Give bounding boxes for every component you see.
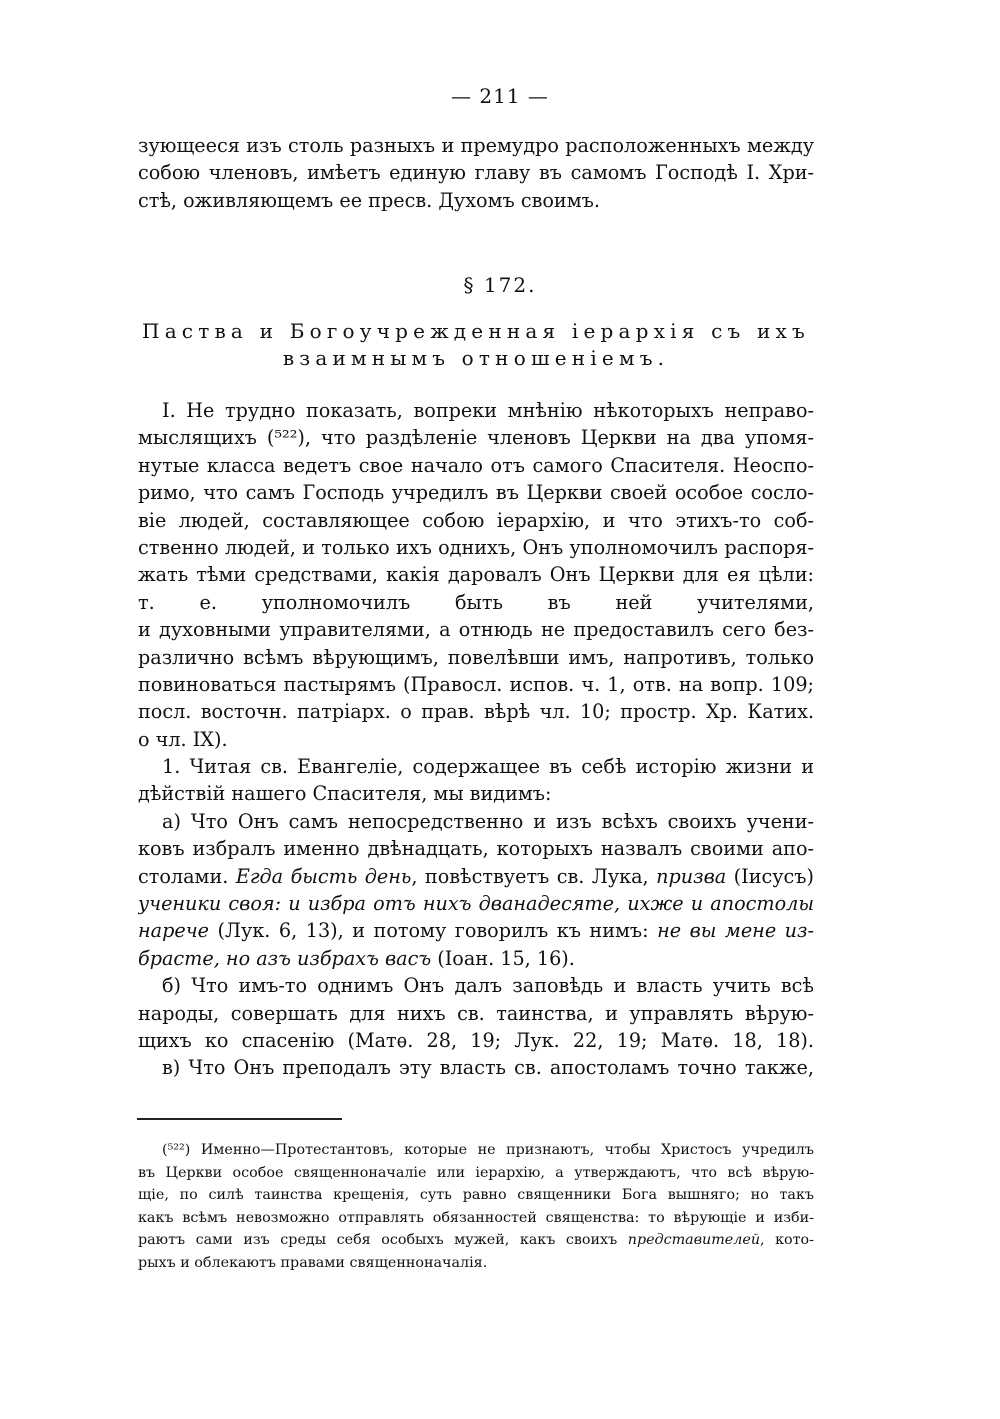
text-run: (Іоан. 15, 16). [431,946,575,970]
text-line: стѣ, оживляющемъ ее пресв. Духомъ своимъ. [138,188,600,212]
italic-quote: ученики своя: и избра отъ нихъ дванадесяте, ихже и апостолы [138,892,814,916]
text-line [138,890,814,917]
text-line: повиноваться пастырямъ (Правосл. испов. ч. 1, отв. на вопр. 109; [138,672,814,696]
text-line: I. Не трудно показать, вопреки мнѣнію нѣкоторыхъ неправо- [162,399,814,422]
text-line: посл. восточн. патріарх. о прав. вѣрѣ чл. 10; простр. Хр. Катих. [138,700,814,724]
italic-term: представителей [627,1232,761,1248]
text-line: и духовными управителями, а отнюдь не предоставилъ сего без- [138,618,814,642]
section-title-line: Паства и Богоучрежденная іерархія съ ихъ [142,319,810,343]
text-line: о чл. IX). [138,727,228,751]
opening-paragraph [138,132,814,214]
text-line: ственно людей, и только ихъ однихъ, Онъ уполномочилъ распоря- [138,535,814,559]
text-line [138,945,814,972]
text-line: зующееся изъ столь разныхъ и премудро расположенныхъ между [138,134,814,157]
text-line: собою членовъ, имѣетъ единую главу въ самомъ Господѣ I. Хри- [138,161,814,185]
text-run: раютъ сами изъ среды себя особыхъ мужей, какъ своихъ [138,1232,628,1248]
italic-quote: брасте, но азъ избрахъ васъ [138,946,432,970]
page-number: — 211 — [451,84,549,108]
text-run: столами. [138,864,236,888]
footnote-line: рыхъ и облекаютъ правами священноначалія. [138,1254,488,1271]
text-line [138,863,814,890]
italic-quote: призва [656,864,727,888]
text-line: различно всѣмъ вѣрующимъ, повелѣвши имъ, напротивъ, только [138,645,814,669]
text-line: віе людей, составляющее собою іерархію, и что этихъ-то соб- [138,508,814,532]
text-run: , кото- [760,1232,814,1248]
text-line: 1. Читая св. Евангеліе, содержащее въ себѣ исторію жизни и [162,755,814,779]
text-run: (Іисусъ) [726,864,814,888]
footnote [138,1139,814,1274]
italic-quote: не вы мене из- [657,919,814,943]
italic-quote: Егда бысть день [235,864,412,888]
text-run: , повѣствуетъ св. Лука, [411,864,657,888]
section-title-line: взаимнымъ отношеніемъ. [282,346,670,370]
text-line: в) Что Онъ преподалъ эту власть св. апостоламъ точно также, [162,1056,814,1080]
paragraph-one [138,397,814,1082]
text-line: народы, совершать для нихъ св. таинства, и управлять вѣрую- [138,1001,814,1025]
text-line: щихъ ко спасенію (Матѳ. 28, 19; Лук. 22, 19; Матѳ. 18, 18). [138,1028,814,1052]
text-line: мыслящихъ (⁵²²), что раздѣленіе членовъ Церкви на два упомя- [138,426,814,450]
footnote-line: (⁵²²) Именно—Протестантовъ, которые не признаютъ, чтобы Христосъ учредилъ [162,1142,814,1158]
text-line [138,917,814,944]
text-line: дѣйствій нашего Спасителя, мы видимъ: [138,782,552,806]
text-run: (Лук. 6, 13), и потому говорилъ къ нимъ: [209,919,658,943]
footnote-line: какъ всѣмъ невозможно отправлять обязанностей священства: то вѣрующіе и изби- [138,1209,814,1226]
text-line: ковъ избралъ именно двѣнадцать, которыхъ назвалъ своими апо- [138,837,814,861]
footnote-line: въ Церкви особое священноначаліе или іерархію, а утверждаютъ, что всѣ вѣрую- [138,1164,814,1181]
section-title [138,318,814,372]
section-number: § 172. [463,273,537,297]
text-line: нутые класса ведетъ свое начало отъ самого Спасителя. Неоспо- [138,453,814,477]
text-line: а) Что Онъ самъ непосредственно и изъ всѣхъ своихъ учени- [162,809,814,833]
italic-quote: нарече [138,919,210,943]
text-line: т. е. уполномочилъ быть въ ней учителями, [138,590,814,614]
footnote-divider [137,1118,342,1120]
footnote-line: щіе, по силѣ таинства крещенія, суть равно священники Бога вышняго; но такъ [138,1187,814,1203]
footnote-line [138,1229,814,1252]
text-line: жать тѣми средствами, какія даровалъ Онъ Церкви для ея цѣли: [138,563,814,587]
text-line: римо, что самъ Господь учредилъ въ Церкви своей особое сосло- [138,481,814,505]
text-line: б) Что имъ-то однимъ Онъ далъ заповѣдь и власть учить всѣ [162,974,814,998]
